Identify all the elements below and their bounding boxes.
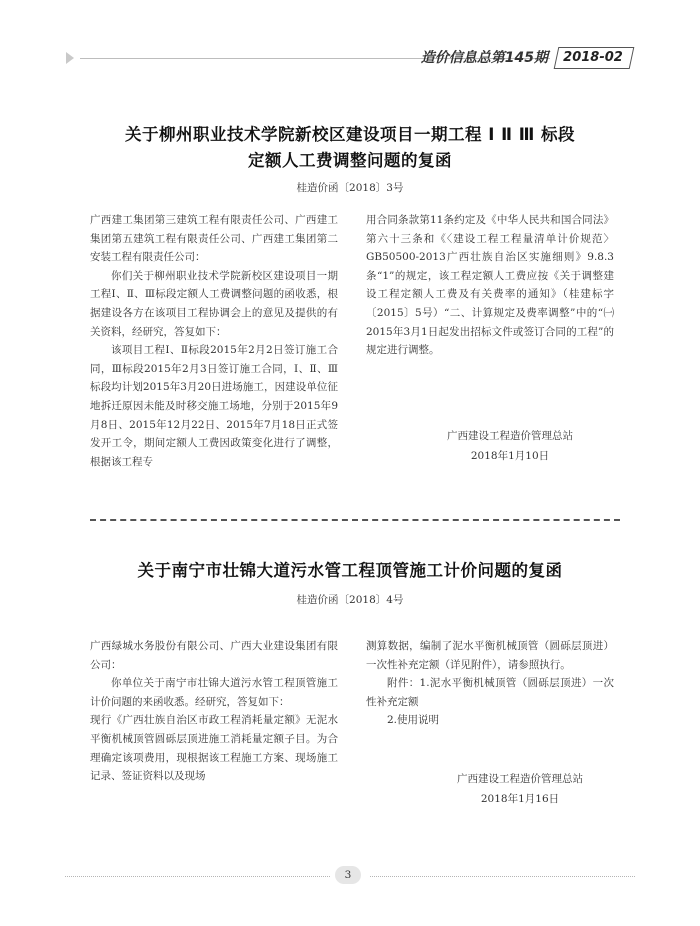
article1-left-column — [90, 211, 338, 471]
article1-recipients: 广西建工集团第三建筑工程有限责任公司、广西建工集团第五建筑工程有限责任公司、广西建工集团第二安装工程有限责任公司： — [90, 214, 338, 264]
footer-rule-left — [65, 876, 330, 877]
article1-paragraph-3: 用合同条款第11条约定及《中华人民共和国合同法》第六十三条和《〈建设工程工程量清单计价规范〉GB50500-2013广西壮族自治区实施细则》9.8.3条“1”的规定，该工程定额人工费应按《关于调整建设工程定额人工费及有关费率的通知》（桂建标字〔2015〕5号）“二、计算规定及费率调整”中的“㈠2015年3月1日起发出招标文件或签订合同的工程”的规定进行调整。 — [366, 214, 614, 357]
journal-title: 造价信息总第145期 — [420, 50, 548, 66]
article1-signature-org: 广西建设工程造价管理总站 — [447, 430, 573, 442]
section-divider — [90, 519, 620, 521]
article2-attachment-2: 2.使用说明 — [387, 714, 440, 727]
article1-title-line1: 关于柳州职业技术学院新校区建设项目一期工程 Ⅰ Ⅱ Ⅲ 标段 — [124, 125, 576, 144]
article2-signature-date: 2018年1月16日 — [480, 793, 560, 805]
article1-paragraph-2: 该项目工程Ⅰ、Ⅱ标段2015年2月2日签订施工合同，Ⅲ标段2015年2月3日签订施工合同，Ⅰ、Ⅱ、Ⅲ标段均计划2015年3月20日进场施工，因建设单位征地拆迁原因未能及时移交施工场地，分别于2015年9月8日、2015年12月22日、2015年7月18日正式签发开工令，期间定额人工费因政策变化进行了调整，根据该工程专 — [90, 344, 338, 468]
article1-signature-date: 2018年1月10日 — [470, 450, 550, 462]
article2-attachment-1: 附件：1.泥水平衡机械顶管（圆砾层顶进）一次性补充定额 — [366, 677, 614, 708]
article2-left-column — [90, 637, 338, 786]
article1-doc-number: 桂造价函〔2018〕3号 — [296, 182, 404, 194]
header-arrow-icon — [66, 52, 74, 64]
article2-signature-org: 广西建设工程造价管理总站 — [457, 773, 583, 785]
issue-badge: 2018-02 — [563, 50, 623, 65]
page-number: 3 — [335, 866, 361, 884]
article1-title-line2: 定额人工费调整问题的复函 — [248, 151, 452, 170]
article2-paragraph-3: 测算数据，编制了泥水平衡机械顶管（圆砾层顶进）一次性补充定额（详见附件），请参照执行。 — [366, 640, 614, 671]
article2-recipients: 广西绿城水务股份有限公司、广西大业建设集团有限公司： — [90, 640, 338, 671]
article2-paragraph-1: 你单位关于南宁市壮锦大道污水管工程顶管施工计价问题的来函收悉。经研究，答复如下： — [90, 677, 338, 708]
footer-rule-right — [370, 876, 635, 877]
article1-right-column — [366, 211, 614, 360]
article1-paragraph-1: 你们关于柳州职业技术学院新校区建设项目一期工程Ⅰ、Ⅱ、Ⅲ标段定额人工费调整问题的函收悉，根据建设各方在该项目工程协调会上的意见及提供的有关资料，经研究，答复如下： — [90, 269, 338, 338]
article2-doc-number: 桂造价函〔2018〕4号 — [296, 594, 404, 606]
article2-right-column — [366, 637, 614, 730]
article2-paragraph-2: 现行《广西壮族自治区市政工程消耗量定额》无泥水平衡机械顶管圆砾层顶进施工消耗量定额子目。为合理确定该项费用，现根据该工程施工方案、现场施工记录、签证资料以及现场 — [90, 714, 338, 783]
article2-title: 关于南宁市壮锦大道污水管工程顶管施工计价问题的复函 — [137, 561, 563, 580]
